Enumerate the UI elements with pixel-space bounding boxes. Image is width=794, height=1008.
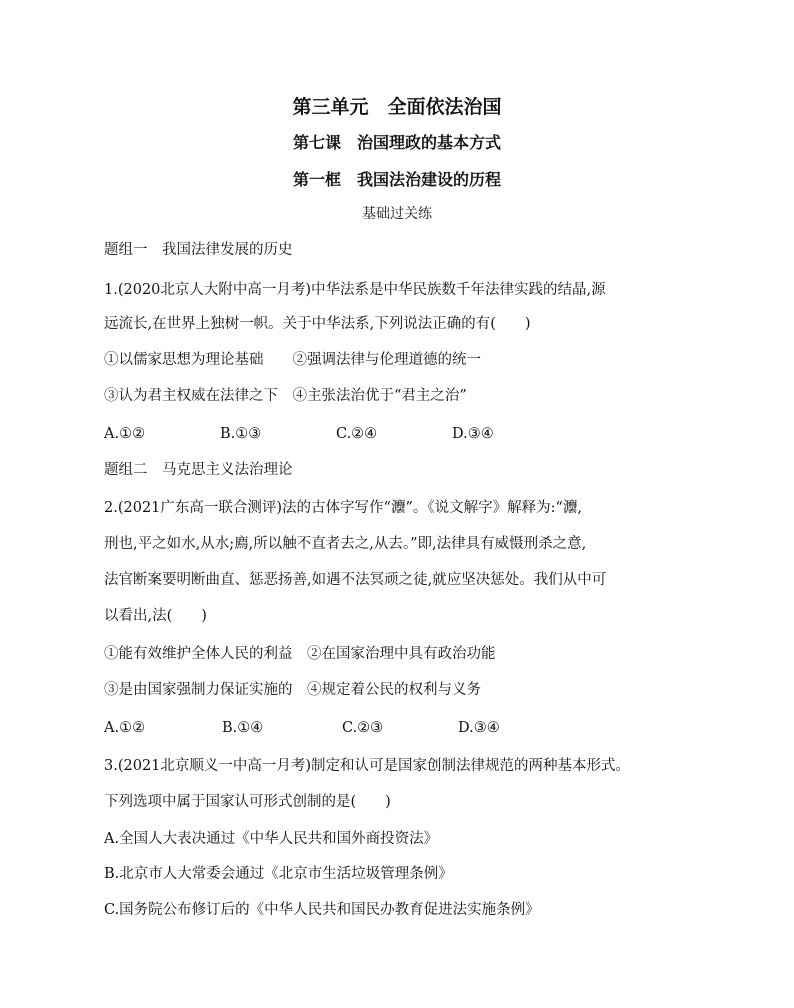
q2-option-c[interactable]: C.②③ bbox=[342, 720, 384, 736]
lesson-title: 第七课 治国理政的基本方式 bbox=[292, 133, 501, 152]
practice-label: 基础过关练 bbox=[362, 206, 432, 222]
q2-statement-2: ③是由国家强制力保证实施的 ④规定着公民的权利与义务 bbox=[104, 682, 481, 698]
q2-option-d[interactable]: D.③④ bbox=[458, 720, 500, 736]
q3-stem-line-2: 下列选项中属于国家认可形式创制的是( ) bbox=[104, 794, 391, 810]
q2-stem-line-3: 法官断案要明断曲直、惩恶扬善,如遇不法冥顽之徒,就应坚决惩处。我们从中可 bbox=[104, 572, 607, 588]
q1-option-a[interactable]: A.①② bbox=[104, 426, 146, 442]
q1-statement-1: ①以儒家思想为理论基础 ②强调法律与伦理道德的统一 bbox=[104, 352, 481, 368]
q1-stem-line-2: 远流长,在世界上独树一帜。关于中华法系,下列说法正确的有( ) bbox=[104, 316, 531, 332]
group-2-label: 题组二 马克思主义法治理论 bbox=[104, 462, 293, 478]
q1-statement-2: ③认为君主权威在法律之下 ④主张法治优于“君主之治” bbox=[104, 388, 467, 404]
q1-option-b[interactable]: B.①③ bbox=[220, 426, 262, 442]
q1-stem-line-1: 1.(2020北京人大附中高一月考)中华法系是中华民族数千年法律实践的结晶,源 bbox=[104, 282, 606, 298]
q1-option-c[interactable]: C.②④ bbox=[336, 426, 378, 442]
q2-option-b[interactable]: B.①④ bbox=[222, 720, 264, 736]
q3-choice-c[interactable]: C.国务院公布修订后的《中华人民共和国民办教育促进法实施条例》 bbox=[104, 902, 540, 918]
q2-stem-line-4: 以看出,法( ) bbox=[104, 608, 207, 624]
q3-choice-b[interactable]: B.北京市人大常委会通过《北京市生活垃圾管理条例》 bbox=[104, 866, 453, 882]
q3-choice-a[interactable]: A.全国人大表决通过《中华人民共和国外商投资法》 bbox=[104, 831, 439, 847]
q2-stem-line-1: 2.(2021广东高一联合测评)法的古体字写作“灋”。《说文解字》解释为:“灋, bbox=[104, 500, 583, 516]
q2-statement-1: ①能有效维护全体人民的利益 ②在国家治理中具有政治功能 bbox=[104, 646, 496, 662]
q2-stem-line-2: 刑也,平之如水,从水;廌,所以触不直者去之,从去。”即,法律具有威慑刑杀之意, bbox=[104, 536, 587, 552]
group-1-label: 题组一 我国法律发展的历史 bbox=[104, 242, 293, 258]
q1-option-d[interactable]: D.③④ bbox=[452, 426, 494, 442]
q2-option-a[interactable]: A.①② bbox=[104, 720, 146, 736]
q3-stem-line-1: 3.(2021北京顺义一中高一月考)制定和认可是国家创制法律规范的两种基本形式。 bbox=[104, 758, 631, 774]
section-title: 第一框 我国法治建设的历程 bbox=[292, 170, 501, 189]
unit-title: 第三单元 全面依法治国 bbox=[292, 96, 502, 118]
